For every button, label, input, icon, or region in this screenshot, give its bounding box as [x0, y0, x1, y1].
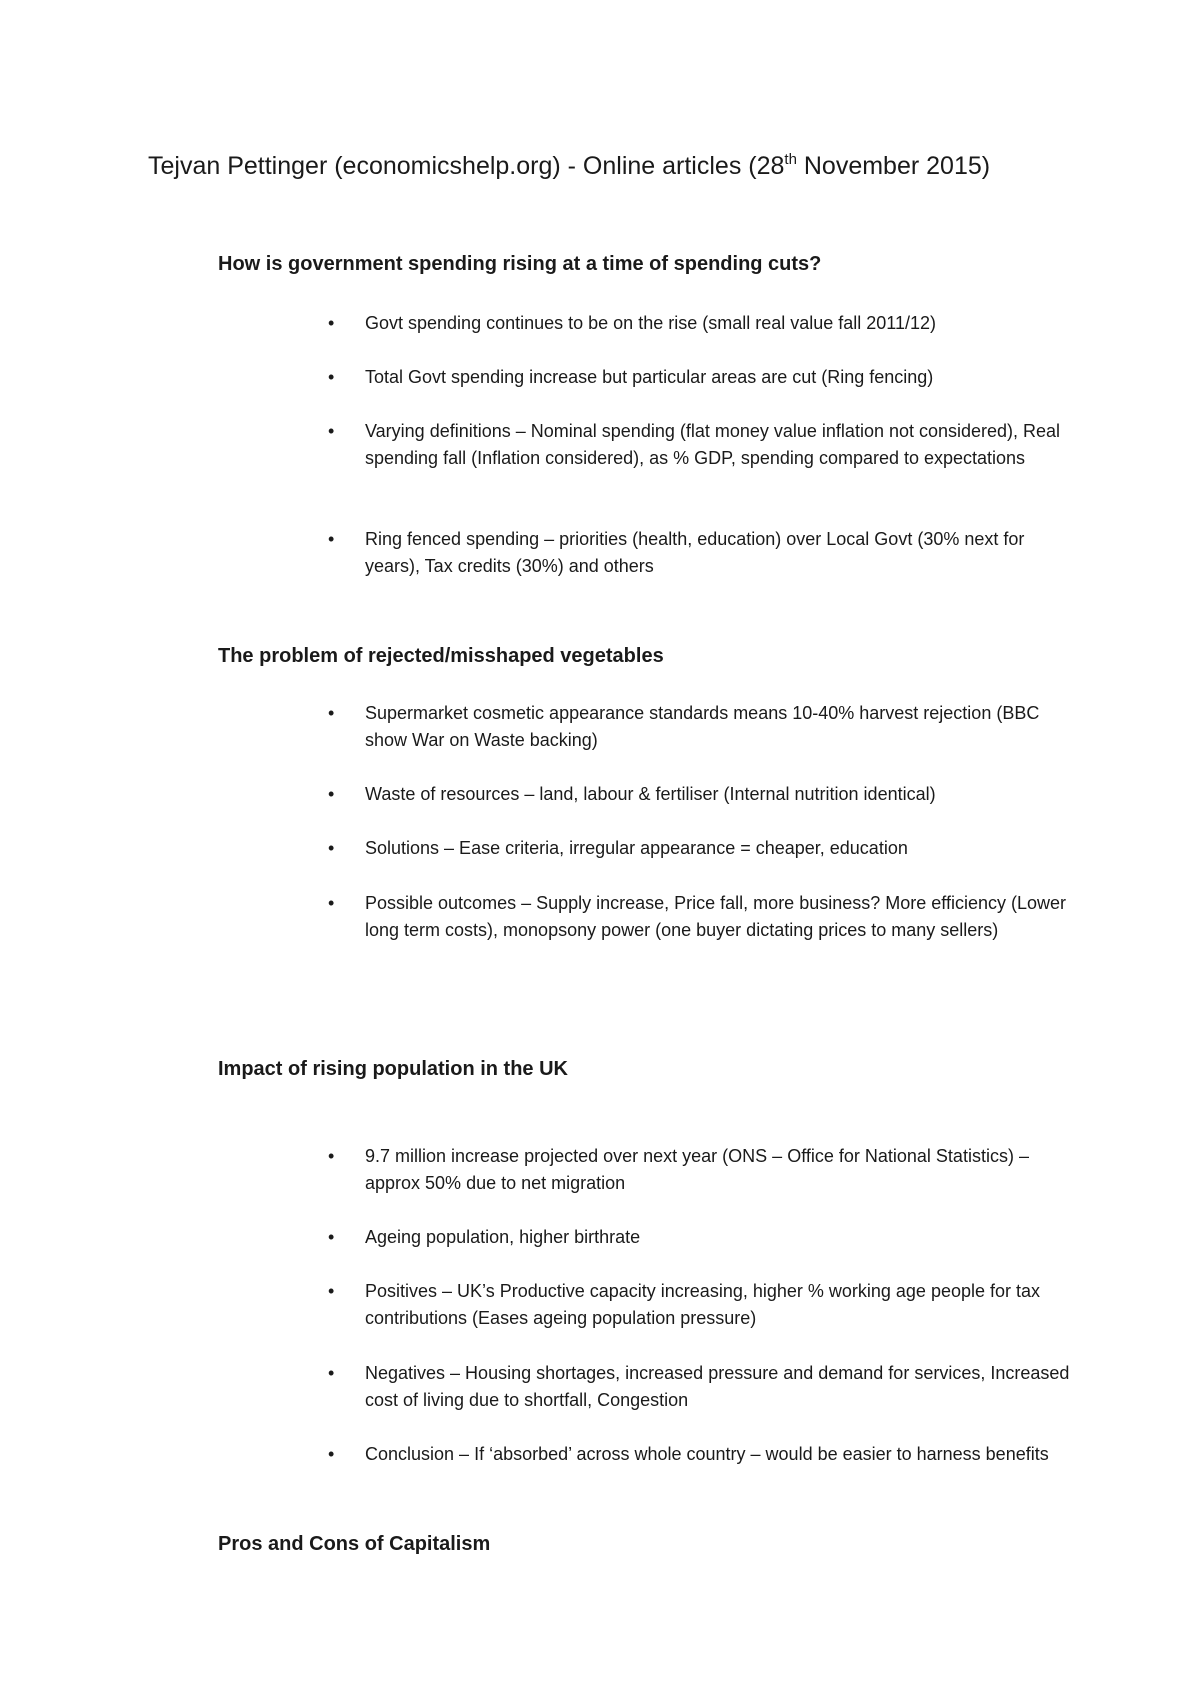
bullet-marker: • — [328, 703, 335, 723]
list-item: Supermarket cosmetic appearance standards means 10-40% harvest rejection (BBC show War on Waste backing) — [365, 703, 1040, 750]
list-item: Positives – UK’s Productive capacity increasing, higher % working age people for tax contributions (Eases ageing population pressure) — [365, 1281, 1041, 1328]
bullet-marker: • — [328, 529, 335, 549]
list-item: Waste of resources – land, labour & fertiliser (Internal nutrition identical) — [365, 784, 936, 804]
page-title — [148, 150, 990, 182]
page-title-ordinal-suffix: th — [784, 151, 797, 168]
bullet-marker: • — [328, 1227, 335, 1247]
page-title-end: November 2015) — [796, 152, 991, 180]
section-heading-government-spending: How is government spending rising at a time of spending cuts? — [218, 253, 822, 275]
list-item: Govt spending continues to be on the rise (small real value fall 2011/12) — [365, 313, 936, 333]
bullet-marker: • — [328, 1363, 335, 1383]
list-item: Total Govt spending increase but particular areas are cut (Ring fencing) — [365, 367, 934, 387]
bullet-marker: • — [328, 313, 335, 333]
list-item: Ring fenced spending – priorities (health, education) over Local Govt (30% next for years), Tax credits (30%) and others — [365, 529, 1025, 576]
list-item: Possible outcomes – Supply increase, Price fall, more business? More efficiency (Lower long term costs), monopsony power (one buyer dictating prices to many sellers) — [365, 893, 1066, 940]
page-title-main: Tejvan Pettinger (economicshelp.org) - Online articles (28 — [148, 152, 785, 180]
section-heading-rising-population: Impact of rising population in the UK — [218, 1058, 568, 1080]
list-item: Solutions – Ease criteria, irregular appearance = cheaper, education — [365, 838, 908, 858]
list-item: 9.7 million increase projected over next year (ONS – Office for National Statistics) – approx 50% due to net migration — [365, 1146, 1029, 1193]
bullet-marker: • — [328, 1281, 335, 1301]
section-heading-rejected-vegetables: The problem of rejected/misshaped vegetables — [218, 645, 664, 667]
bullet-marker: • — [328, 784, 335, 804]
list-item: Conclusion – If ‘absorbed’ across whole country – would be easier to harness benefits — [365, 1444, 1049, 1464]
bullet-marker: • — [328, 1146, 335, 1166]
bullet-marker: • — [328, 367, 335, 387]
bullet-marker: • — [328, 1444, 335, 1464]
section-heading-capitalism: Pros and Cons of Capitalism — [218, 1533, 491, 1555]
list-item: Varying definitions – Nominal spending (flat money value inflation not considered), Real spending fall (Inflation considered), as % GDP, spending compared to expectations — [365, 421, 1061, 468]
bullet-marker: • — [328, 421, 335, 441]
list-item: Negatives – Housing shortages, increased pressure and demand for services, Increased cost of living due to shortfall, Congestion — [365, 1363, 1070, 1410]
bullet-marker: • — [328, 838, 335, 858]
bullet-marker: • — [328, 893, 335, 913]
list-item: Ageing population, higher birthrate — [365, 1227, 641, 1247]
